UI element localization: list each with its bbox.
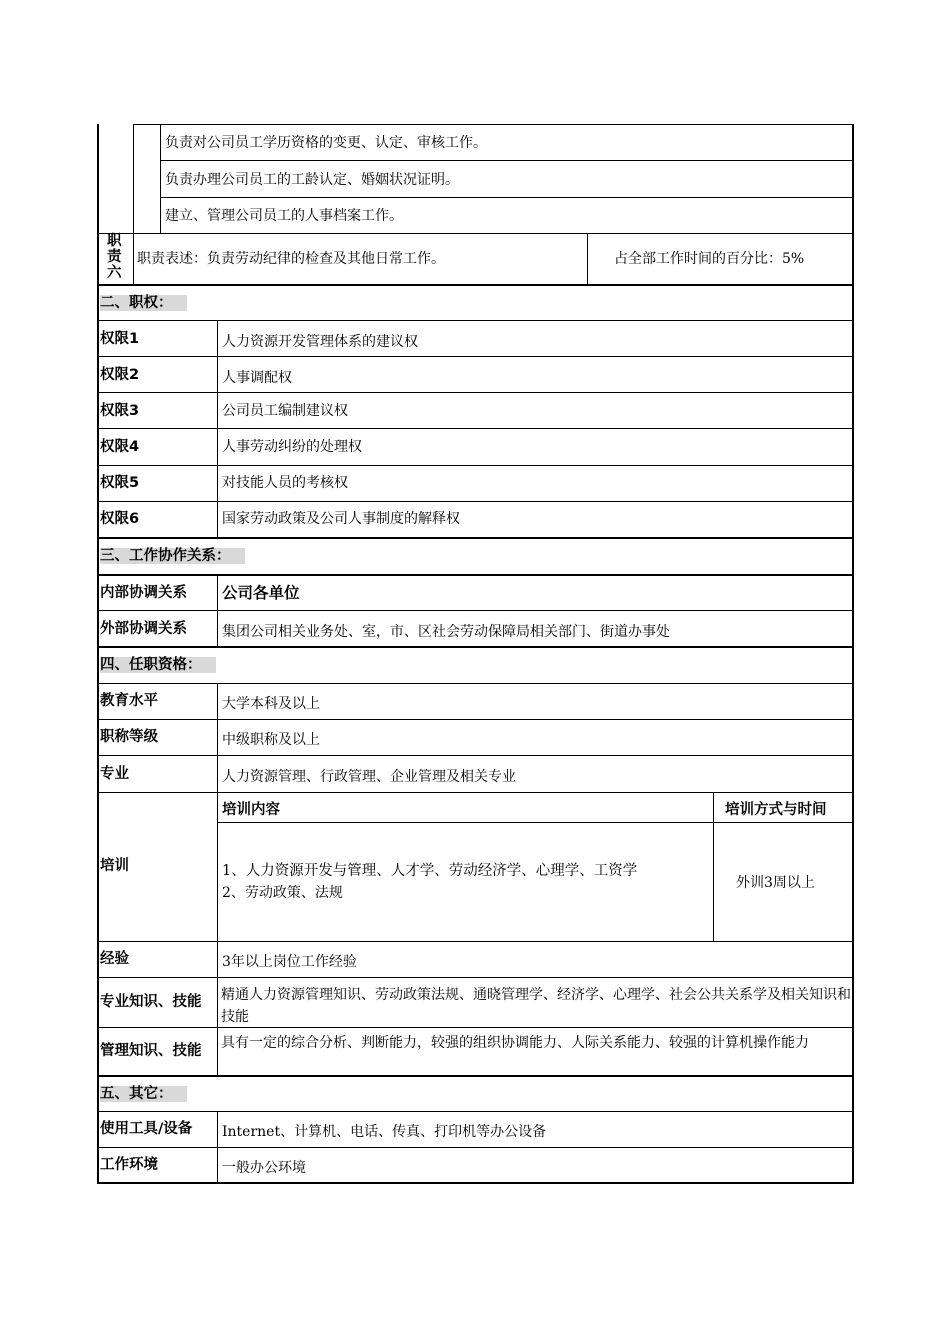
table-border-top xyxy=(133,124,854,125)
internal-relation-label: 内部协调关系 xyxy=(100,585,187,601)
grid-line xyxy=(97,755,854,756)
authority-label: 权限6 xyxy=(100,511,140,527)
tools-value: Internet、计算机、电话、传真、打印机等办公设备 xyxy=(222,1124,547,1140)
grid-line xyxy=(97,646,854,648)
authority-label: 权限2 xyxy=(100,367,140,383)
grid-line xyxy=(97,941,854,942)
section-heading-relations xyxy=(100,547,245,565)
table-border-right xyxy=(852,124,854,1184)
major-value: 人力资源管理、行政管理、企业管理及相关专业 xyxy=(222,769,516,785)
grid-line xyxy=(160,160,854,161)
grid-line xyxy=(217,683,218,1076)
section-heading-text: 三、工作协作关系： xyxy=(100,548,245,564)
major-label: 专业 xyxy=(100,766,129,782)
grid-line xyxy=(217,320,218,538)
grid-line xyxy=(97,1147,854,1148)
section-heading-text: 二、职权： xyxy=(100,295,187,311)
section-heading-text: 四、任职资格： xyxy=(100,657,216,673)
tools-label: 使用工具/设备 xyxy=(100,1121,193,1137)
experience-value: 3年以上岗位工作经验 xyxy=(222,954,357,970)
grid-line xyxy=(97,1075,854,1077)
grid-line xyxy=(97,392,854,393)
management-skills-label: 管理知识、技能 xyxy=(100,1043,202,1059)
grid-line xyxy=(217,822,854,823)
training-content-header: 培训内容 xyxy=(222,802,280,818)
authority-value: 国家劳动政策及公司人事制度的解释权 xyxy=(222,511,460,527)
authority-value: 人事调配权 xyxy=(222,370,292,386)
table-border-left xyxy=(97,124,99,1184)
authority-label: 权限4 xyxy=(100,439,140,455)
authority-value: 人事劳动纠纷的处理权 xyxy=(222,439,362,455)
training-method: 外训3周以上 xyxy=(736,875,815,891)
section-heading-authority xyxy=(100,294,187,312)
training-method-header: 培训方式与时间 xyxy=(725,802,827,818)
table-border-bottom xyxy=(97,1182,854,1184)
grid-line xyxy=(133,124,134,234)
duty6-time-percent: 占全部工作时间的百分比：5% xyxy=(614,251,805,267)
grid-line xyxy=(97,683,854,684)
duty-item: 负责对公司员工学历资格的变更、认定、审核工作。 xyxy=(165,135,487,151)
training-content-line: 1、人力资源开发与管理、人才学、劳动经济学、心理学、工资学 xyxy=(222,863,638,879)
external-relation-label: 外部协调关系 xyxy=(100,621,187,637)
grid-line xyxy=(97,977,854,978)
authority-label: 权限3 xyxy=(100,403,140,419)
section-heading-text: 五、其它： xyxy=(100,1086,187,1102)
training-content-line: 2、劳动政策、法规 xyxy=(222,885,343,901)
title-label: 职称等级 xyxy=(100,729,158,745)
professional-skills-value: 精通人力资源管理知识、劳动政策法规、通晓管理学、经济学、心理学、社会公共关系学及相关知识和技能 xyxy=(221,987,851,1025)
training-label: 培训 xyxy=(100,858,129,874)
environment-label: 工作环境 xyxy=(100,1157,158,1173)
duty-item: 建立、管理公司员工的人事档案工作。 xyxy=(165,208,403,224)
authority-label: 权限1 xyxy=(100,331,140,347)
authority-value: 公司员工编制建议权 xyxy=(222,403,348,419)
grid-line xyxy=(160,197,854,198)
grid-line xyxy=(97,428,854,429)
internal-relation-value: 公司各单位 xyxy=(222,584,300,602)
grid-line xyxy=(133,233,134,284)
authority-value: 对技能人员的考核权 xyxy=(222,475,348,491)
authority-label: 权限5 xyxy=(100,475,140,491)
management-skills-value: 具有一定的综合分析、判断能力，较强的组织协调能力、人际关系能力、较强的计算机操作能力 xyxy=(221,1035,809,1051)
grid-line xyxy=(160,124,161,234)
duty-item: 负责办理公司员工的工龄认定、婚姻状况证明。 xyxy=(165,172,459,188)
professional-skills-label: 专业知识、技能 xyxy=(100,994,202,1010)
grid-line xyxy=(97,320,854,321)
external-relation-value: 集团公司相关业务处、室，市、区社会劳动保障局相关部门、街道办事处 xyxy=(222,624,670,640)
grid-line xyxy=(97,356,854,357)
title-value: 中级职称及以上 xyxy=(222,732,320,748)
duty6-description: 职责表述：负责劳动纪律的检查及其他日常工作。 xyxy=(137,251,445,267)
environment-value: 一般办公环境 xyxy=(222,1160,306,1176)
duty6-label-char: 职 xyxy=(107,233,122,249)
section-heading-qualifications xyxy=(100,656,216,674)
section-heading-other xyxy=(100,1085,187,1103)
grid-line xyxy=(97,610,854,611)
experience-label: 经验 xyxy=(100,951,129,967)
grid-line xyxy=(97,792,854,793)
grid-line xyxy=(587,233,588,284)
grid-line xyxy=(97,1111,854,1112)
authority-value: 人力资源开发管理体系的建议权 xyxy=(222,334,418,350)
grid-line xyxy=(97,284,854,286)
duty6-label-char: 六 xyxy=(107,265,122,281)
grid-line xyxy=(97,233,854,234)
grid-line xyxy=(713,792,714,941)
grid-line xyxy=(97,465,854,466)
duty6-label-char: 责 xyxy=(107,249,122,265)
grid-line xyxy=(97,501,854,502)
education-value: 大学本科及以上 xyxy=(222,696,320,712)
grid-line xyxy=(97,574,854,576)
grid-line xyxy=(97,719,854,720)
grid-line xyxy=(97,537,854,539)
education-label: 教育水平 xyxy=(100,693,158,709)
